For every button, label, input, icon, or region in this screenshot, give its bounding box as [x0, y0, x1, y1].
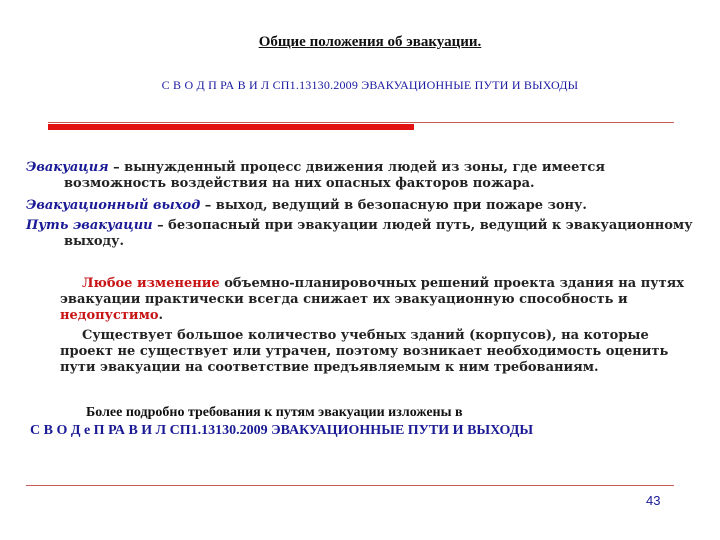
divider-line — [48, 122, 674, 123]
definition-text: – вынужденный процесс движения людей из зоны, где имеется — [108, 160, 605, 175]
footer-divider — [26, 485, 674, 486]
term-evacuation: Эвакуация — [26, 160, 109, 175]
page-title: Общие положения об эвакуации. — [258, 34, 482, 50]
highlight-any-change: Любое изменение — [82, 276, 220, 291]
paragraph-text: объемно-планировочных решений проекта здания на путях — [219, 276, 684, 291]
definition-exit — [26, 198, 696, 214]
paragraph-text: Существует большое количество учебных зданий (корпусов), на которые — [82, 328, 649, 343]
paragraph-text: проект не существует или утрачен, поэтому возникает необходимость оценить — [60, 344, 669, 359]
definition-evacuation — [26, 160, 696, 192]
term-path: Путь эвакуации — [26, 218, 153, 233]
paragraph-change — [60, 276, 700, 324]
red-accent-bar — [48, 124, 414, 130]
term-exit: Эвакуационный выход — [26, 198, 201, 213]
definition-text-cont: выходу. — [64, 234, 124, 249]
definition-path — [26, 218, 696, 250]
paragraph-text: . — [158, 308, 164, 323]
paragraph-text: эвакуации практически всегда снижает их эвакуационную способность и — [60, 292, 628, 307]
page-subtitle: С В О Д П РА В И Л СП1.13130.2009 ЭВАКУАЦИОННЫЕ ПУТИ И ВЫХОДЫ — [161, 78, 579, 92]
definition-text: – выход, ведущий в безопасную при пожаре зону. — [200, 198, 587, 213]
paragraph-text: пути эвакуации на соответствие предъявляемым к ним требованиям. — [60, 360, 599, 375]
paragraph-reference — [30, 404, 710, 440]
page-number: 43 — [646, 493, 661, 508]
definition-text: – безопасный при эвакуации людей путь, ведущий к эвакуационному — [152, 218, 693, 233]
highlight-unacceptable: недопустимо — [60, 308, 159, 323]
code-reference: С В О Д е П РА В И Л СП1.13130.2009 ЭВАКУАЦИОННЫЕ ПУТИ И ВЫХОДЫ — [30, 423, 534, 438]
paragraph-text: Более подробно требования к путям эвакуации изложены в — [86, 405, 463, 420]
definition-text-cont: возможность воздействия на них опасных факторов пожара. — [64, 176, 535, 191]
paragraph-buildings — [60, 328, 700, 376]
